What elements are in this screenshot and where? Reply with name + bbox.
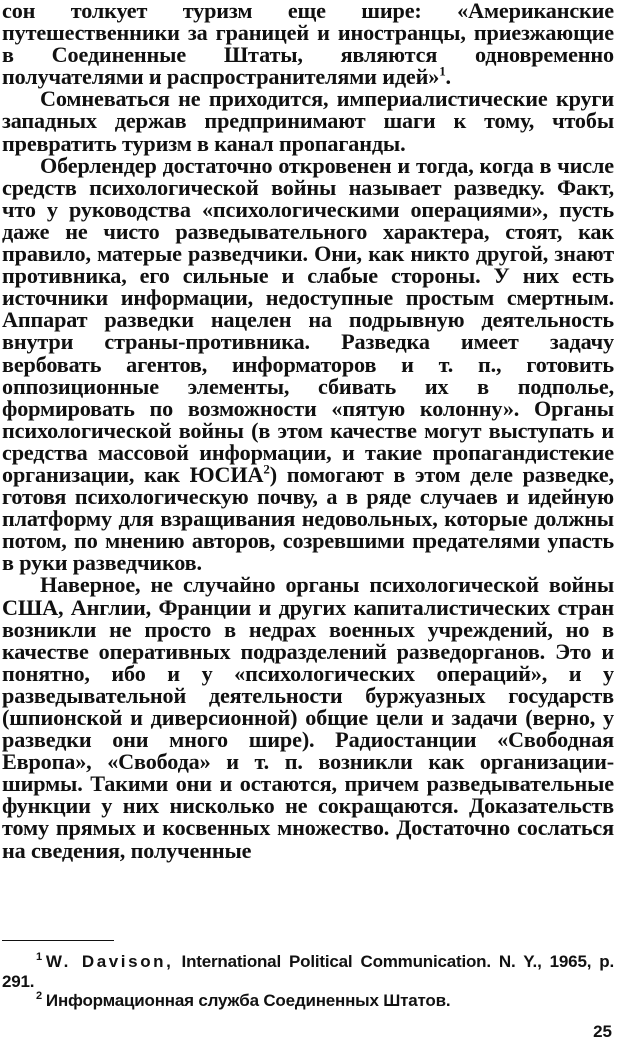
paragraph-3-text: Оберлендер достаточно откровенен и тогда, когда в числе средств психологической войны называет разведку. Факт, что у руководства «психологическими операциями», пусть даже не чисто разведывательного характера, стоят, как правило, матерые разведчики. Они, как никто другой, знают противника, его сильные и слабые стороны. У них есть источники информации, недоступные простым смертным. Аппарат разведки нацелен на подрывную деятельность внутри страны-противника. Разведка имеет задачу вербовать агентов, информаторов и т. п., готовить оппозиционные элементы, сбивать их в подполье, формировать по возможности «пятую колонну». Органы психологической войны (в этом качестве могут выступать и средства массовой информации, и такие пропагандистекие организации, как ЮСИА [2, 152, 614, 487]
footnote-ref-2: 2 [263, 461, 270, 477]
paragraph-3-tail: ) помогают в этом деле разведке, готовя психологическую почву, а в ряде случаев и идейную платформу для взращивания недовольных, которые должны потом, по мнению авторов, созревшими предателями упасть в руки разведчиков. [2, 461, 614, 576]
footnote-2 [2, 991, 614, 1011]
footnote-divider [2, 940, 114, 941]
footnote-1-mark: 1 [36, 951, 42, 964]
footnote-2-mark: 2 [36, 990, 42, 1003]
paragraph-3 [2, 152, 614, 576]
footnotes [2, 952, 614, 1011]
paragraph-1-text: сон толкует туризм еще шире: «Американские путешественники за границей и иностранцы, приезжающие в Соединенные Штаты, являются одновременно получателями и распространителями идей» [2, 0, 614, 90]
body-text [2, 0, 614, 862]
page-number: 25 [593, 1022, 612, 1041]
footnote-1 [2, 952, 614, 991]
footnote-1-text: International Political Communication. N. Y., 1965, p. 291. [2, 952, 614, 991]
footnote-ref-1: 1 [439, 63, 446, 79]
footnote-1-author: W. Davison, [45, 952, 174, 971]
footnote-2-text: Информационная служба Соединенных Штатов. [45, 991, 451, 1010]
paragraph-1-tail: . [445, 64, 451, 90]
paragraph-4: Наверное, не случайно органы психологической войны США, Англии, Франции и других капиталистических стран возникли не просто в недрах военных учреждений, но в качестве оперативных подразделений разведорганов. Это и понятно, ибо и у «психологических операций», и у разведывательной деятельности буржуазных государств (шпионской и диверсионной) общие цели и задачи (верно, у разведки они много шире). Радиостанции «Свободная Европа», «Свобода» и т. п. возникли как организации-ширмы. Такими они и остаются, причем разведывательные функции у них нисколько не сокращаются. Доказательств тому прямых и косвенных множество. Достаточно сослаться на сведения, полученные [2, 572, 614, 863]
paragraph-2: Сомневаться не приходится, империалистические круги западных держав предпринимают шаги к тому, чтобы превратить туризм в канал пропаганды. [2, 86, 614, 156]
paragraph-1 [2, 0, 614, 88]
